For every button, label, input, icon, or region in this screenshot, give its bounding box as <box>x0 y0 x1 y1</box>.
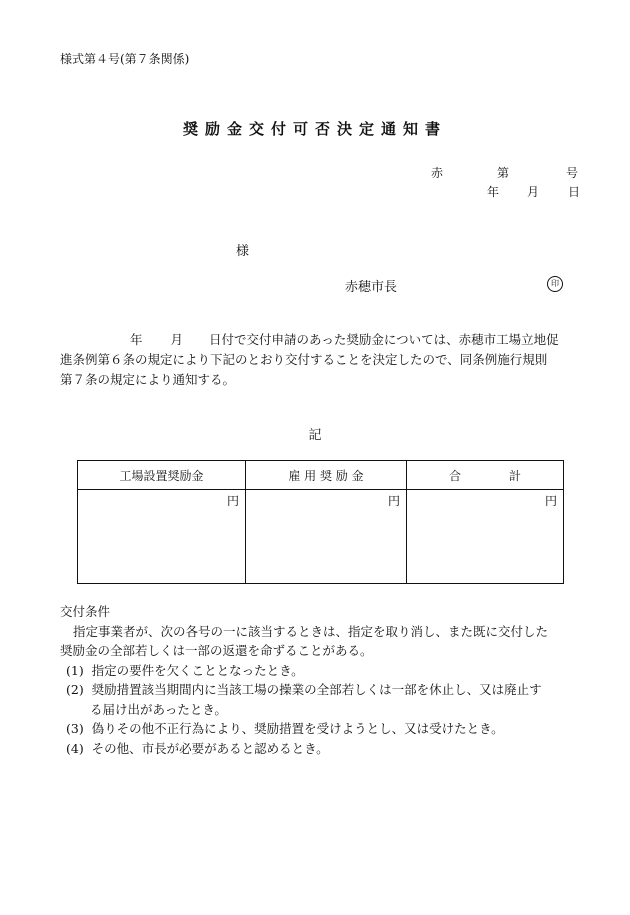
cell-employment-subsidy-amount[interactable] <box>246 490 407 584</box>
body-year: 年 <box>130 332 143 347</box>
conditions-heading: 交付条件 <box>60 604 111 619</box>
table-header-row <box>78 461 564 490</box>
condition-continuation: る届け出があったとき。 <box>90 701 227 717</box>
date-day: 日 <box>568 185 581 199</box>
condition-text: その他、市長が必要があると認めるとき。 <box>91 740 329 756</box>
reference-prefix: 赤 <box>431 166 444 180</box>
grant-conditions <box>60 602 590 758</box>
reference-number-label: 第 <box>497 166 510 180</box>
amount-table <box>77 460 564 584</box>
condition-item <box>60 719 590 739</box>
condition-text: 偽りその他不正行為により、奨励措置を受けようとし、又は受けたとき。 <box>91 721 504 736</box>
condition-number: (3) <box>66 721 84 736</box>
yen-unit: 円 <box>544 494 557 508</box>
header-employment-subsidy: 雇 用 奨 励 金 <box>246 461 407 490</box>
notice-body-line <box>60 330 582 350</box>
yen-unit: 円 <box>387 494 400 508</box>
addressee-honorific: 様 <box>236 244 250 259</box>
body-month: 月 <box>170 332 184 347</box>
body-line1: 日付で交付申請のあった奨励金については、赤穂市工場立地促 <box>209 332 559 347</box>
condition-text: 奨励措置該当期間内に当該工場の操業の全部若しくは一部を休止し、又は廃止す <box>91 682 542 697</box>
condition-item <box>60 739 590 759</box>
notice-body-line: 進条例第６条の規定により下記のとおり交付することを決定したので、同条例施行規則 <box>60 352 548 367</box>
condition-number: (4) <box>66 740 84 756</box>
condition-number: (1) <box>66 662 84 678</box>
yen-unit: 円 <box>226 494 239 508</box>
reference-suffix: 号 <box>566 166 579 180</box>
condition-number: (2) <box>66 682 84 697</box>
issuer-title: 赤穂市長 <box>345 280 398 295</box>
seal-icon: 印 <box>547 276 563 292</box>
notice-body <box>60 330 582 390</box>
condition-item <box>60 661 590 681</box>
notice-body-line: 第７条の規定により通知する。 <box>60 372 236 387</box>
header-factory-subsidy: 工場設置奨励金 <box>78 461 246 490</box>
form-number: 様式第４号(第７条関係) <box>60 52 190 66</box>
conditions-intro-line: 奨励金の全部若しくは一部の返還を命ずることがある。 <box>60 643 373 658</box>
condition-text: 指定の要件を欠くこととなったとき。 <box>91 662 304 678</box>
cell-total-amount[interactable] <box>407 490 564 584</box>
date-year: 年 <box>487 185 500 199</box>
cell-factory-subsidy-amount[interactable] <box>78 490 246 584</box>
table-row <box>78 490 564 584</box>
header-total: 合 計 <box>407 461 564 490</box>
document-title: 奨励金交付可否決定通知書 <box>182 120 447 138</box>
date-month: 月 <box>527 185 540 199</box>
ki-heading: 記 <box>308 428 322 443</box>
condition-item <box>60 680 590 700</box>
conditions-intro-line: 指定事業者が、次の各号の一に該当するときは、指定を取り消し、また既に交付した <box>73 623 549 639</box>
